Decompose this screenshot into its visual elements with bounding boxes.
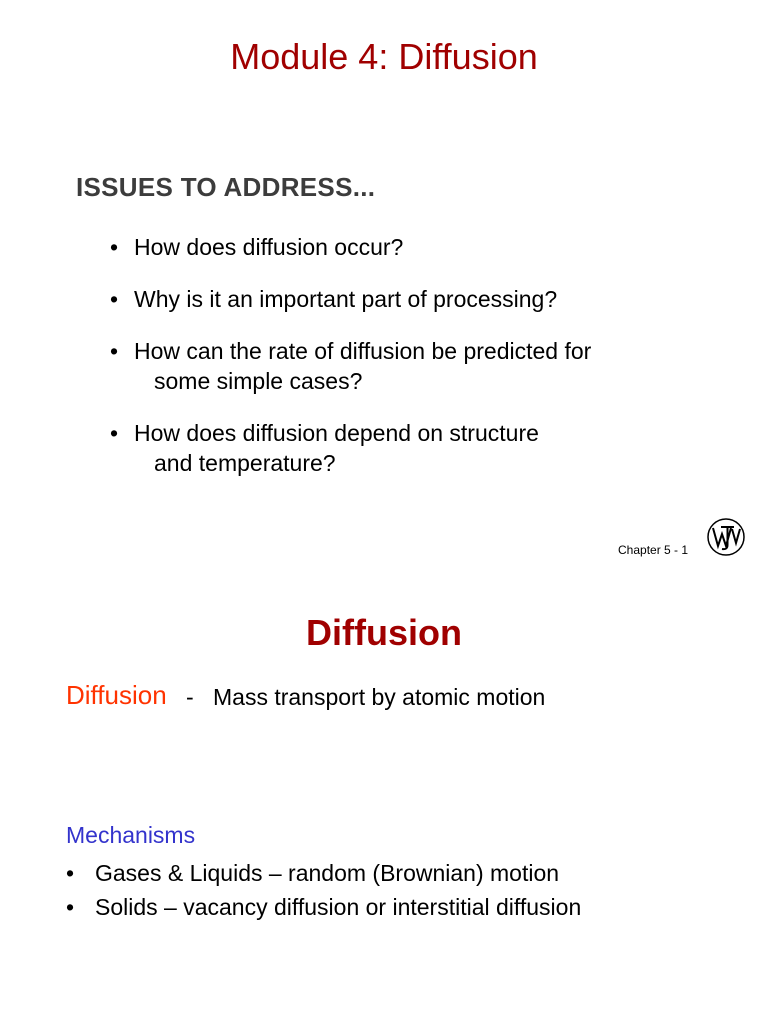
definition-dash: - bbox=[186, 684, 194, 710]
mechanism-item: • Gases & Liquids – random (Brownian) motion bbox=[66, 856, 726, 890]
issue-text: How does diffusion occur? bbox=[134, 234, 404, 260]
issue-text: How can the rate of diffusion be predicted for bbox=[134, 338, 592, 364]
issue-item bbox=[110, 336, 730, 396]
mechanism-item: • Solids – vacancy diffusion or interstitial diffusion bbox=[66, 890, 726, 924]
issue-text: Why is it an important part of processing? bbox=[134, 286, 558, 312]
slide-2-title: Diffusion bbox=[306, 612, 462, 653]
mechanisms-heading: Mechanisms bbox=[66, 822, 196, 848]
issues-heading: ISSUES TO ADDRESS... bbox=[76, 172, 376, 202]
slide-1-title: Module 4: Diffusion bbox=[230, 36, 538, 77]
issue-item bbox=[110, 232, 730, 262]
issues-list bbox=[110, 232, 730, 500]
issue-text-continued: and temperature? bbox=[154, 450, 336, 476]
wiley-logo-icon bbox=[706, 517, 746, 557]
slide-2 bbox=[0, 580, 768, 1024]
mechanisms-list bbox=[66, 856, 726, 924]
definition-term: Diffusion bbox=[66, 680, 167, 710]
chapter-label: Chapter 5 - 1 bbox=[618, 543, 689, 557]
issue-text: How does diffusion depend on structure bbox=[134, 420, 539, 446]
definition-text: Mass transport by atomic motion bbox=[213, 684, 546, 710]
issue-item bbox=[110, 418, 730, 478]
issue-item bbox=[110, 284, 730, 314]
issue-text-continued: some simple cases? bbox=[154, 368, 363, 394]
